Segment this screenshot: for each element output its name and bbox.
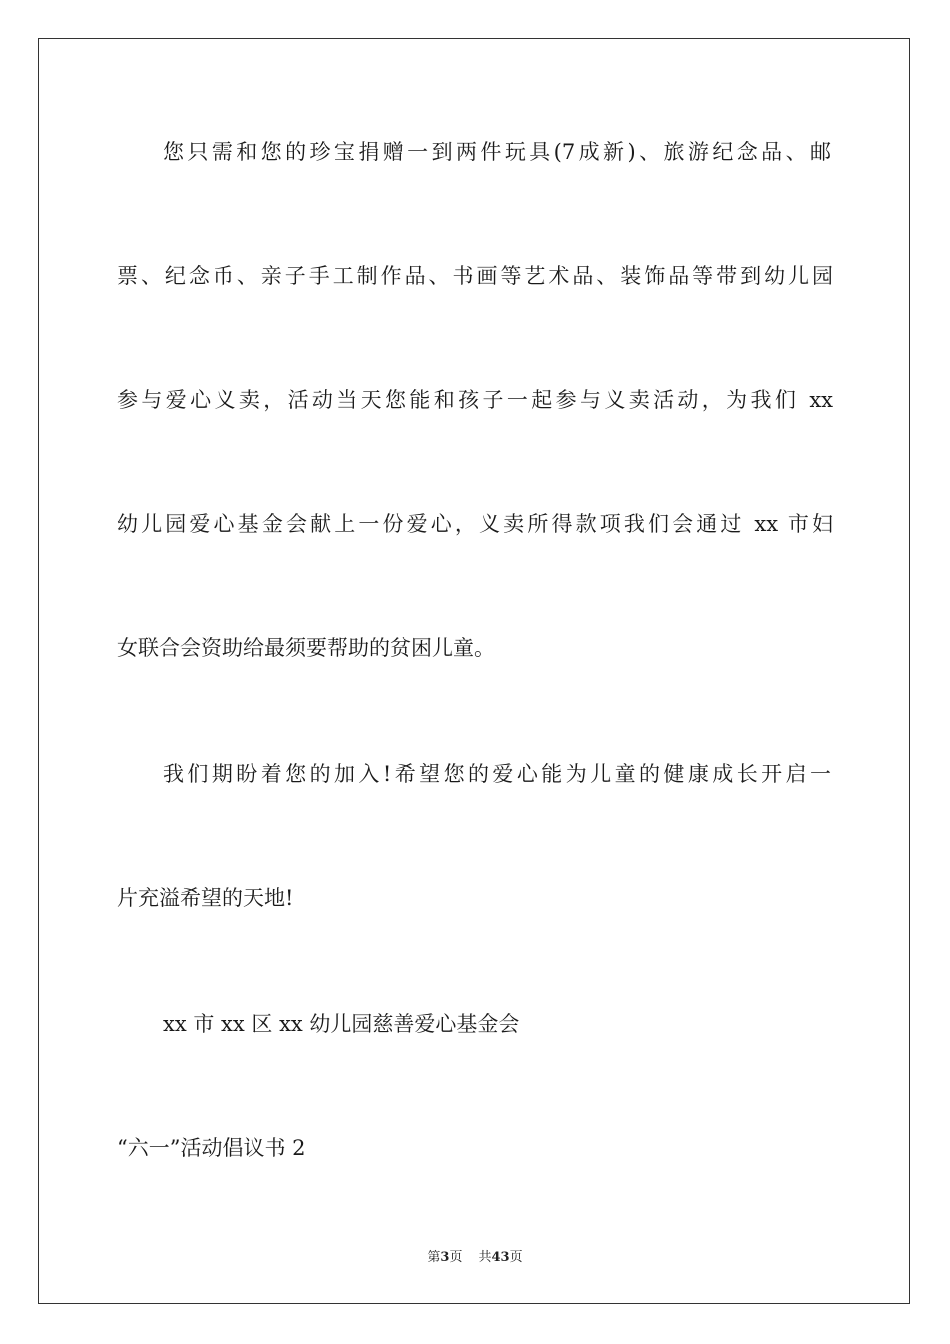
body-line-6: 我们期盼着您的加入!希望您的爱心能为儿童的健康成长开启一	[163, 762, 831, 786]
body-line-4: 幼儿园爱心基金会献上一份爱心，义卖所得款项我们会通过 xx 市妇	[117, 512, 833, 536]
body-line-7: 片充溢希望的天地!	[117, 886, 294, 910]
footer-page-current: 3	[440, 1250, 450, 1265]
page-border	[38, 38, 910, 1304]
body-line-1: 您只需和您的珍宝捐赠一到两件玩具(7成新)、旅游纪念品、邮	[163, 140, 831, 164]
footer-total-suffix: 页	[509, 1250, 523, 1265]
page-footer	[0, 1246, 950, 1265]
section-heading: “六一”活动倡议书 2	[117, 1136, 306, 1160]
signature-line: xx 市 xx 区 xx 幼儿园慈善爱心基金会	[163, 1012, 520, 1036]
body-line-5: 女联合会资助给最须要帮助的贫困儿童。	[117, 636, 495, 660]
footer-page-total: 43	[491, 1250, 510, 1265]
footer-total-prefix: 共	[478, 1250, 492, 1265]
footer-page-suffix: 页	[449, 1250, 463, 1265]
footer-page-prefix: 第	[427, 1250, 441, 1265]
body-line-3: 参与爱心义卖，活动当天您能和孩子一起参与义卖活动，为我们 xx	[117, 388, 833, 412]
body-line-2: 票、纪念币、亲子手工制作品、书画等艺术品、装饰品等带到幼儿园	[117, 264, 833, 288]
